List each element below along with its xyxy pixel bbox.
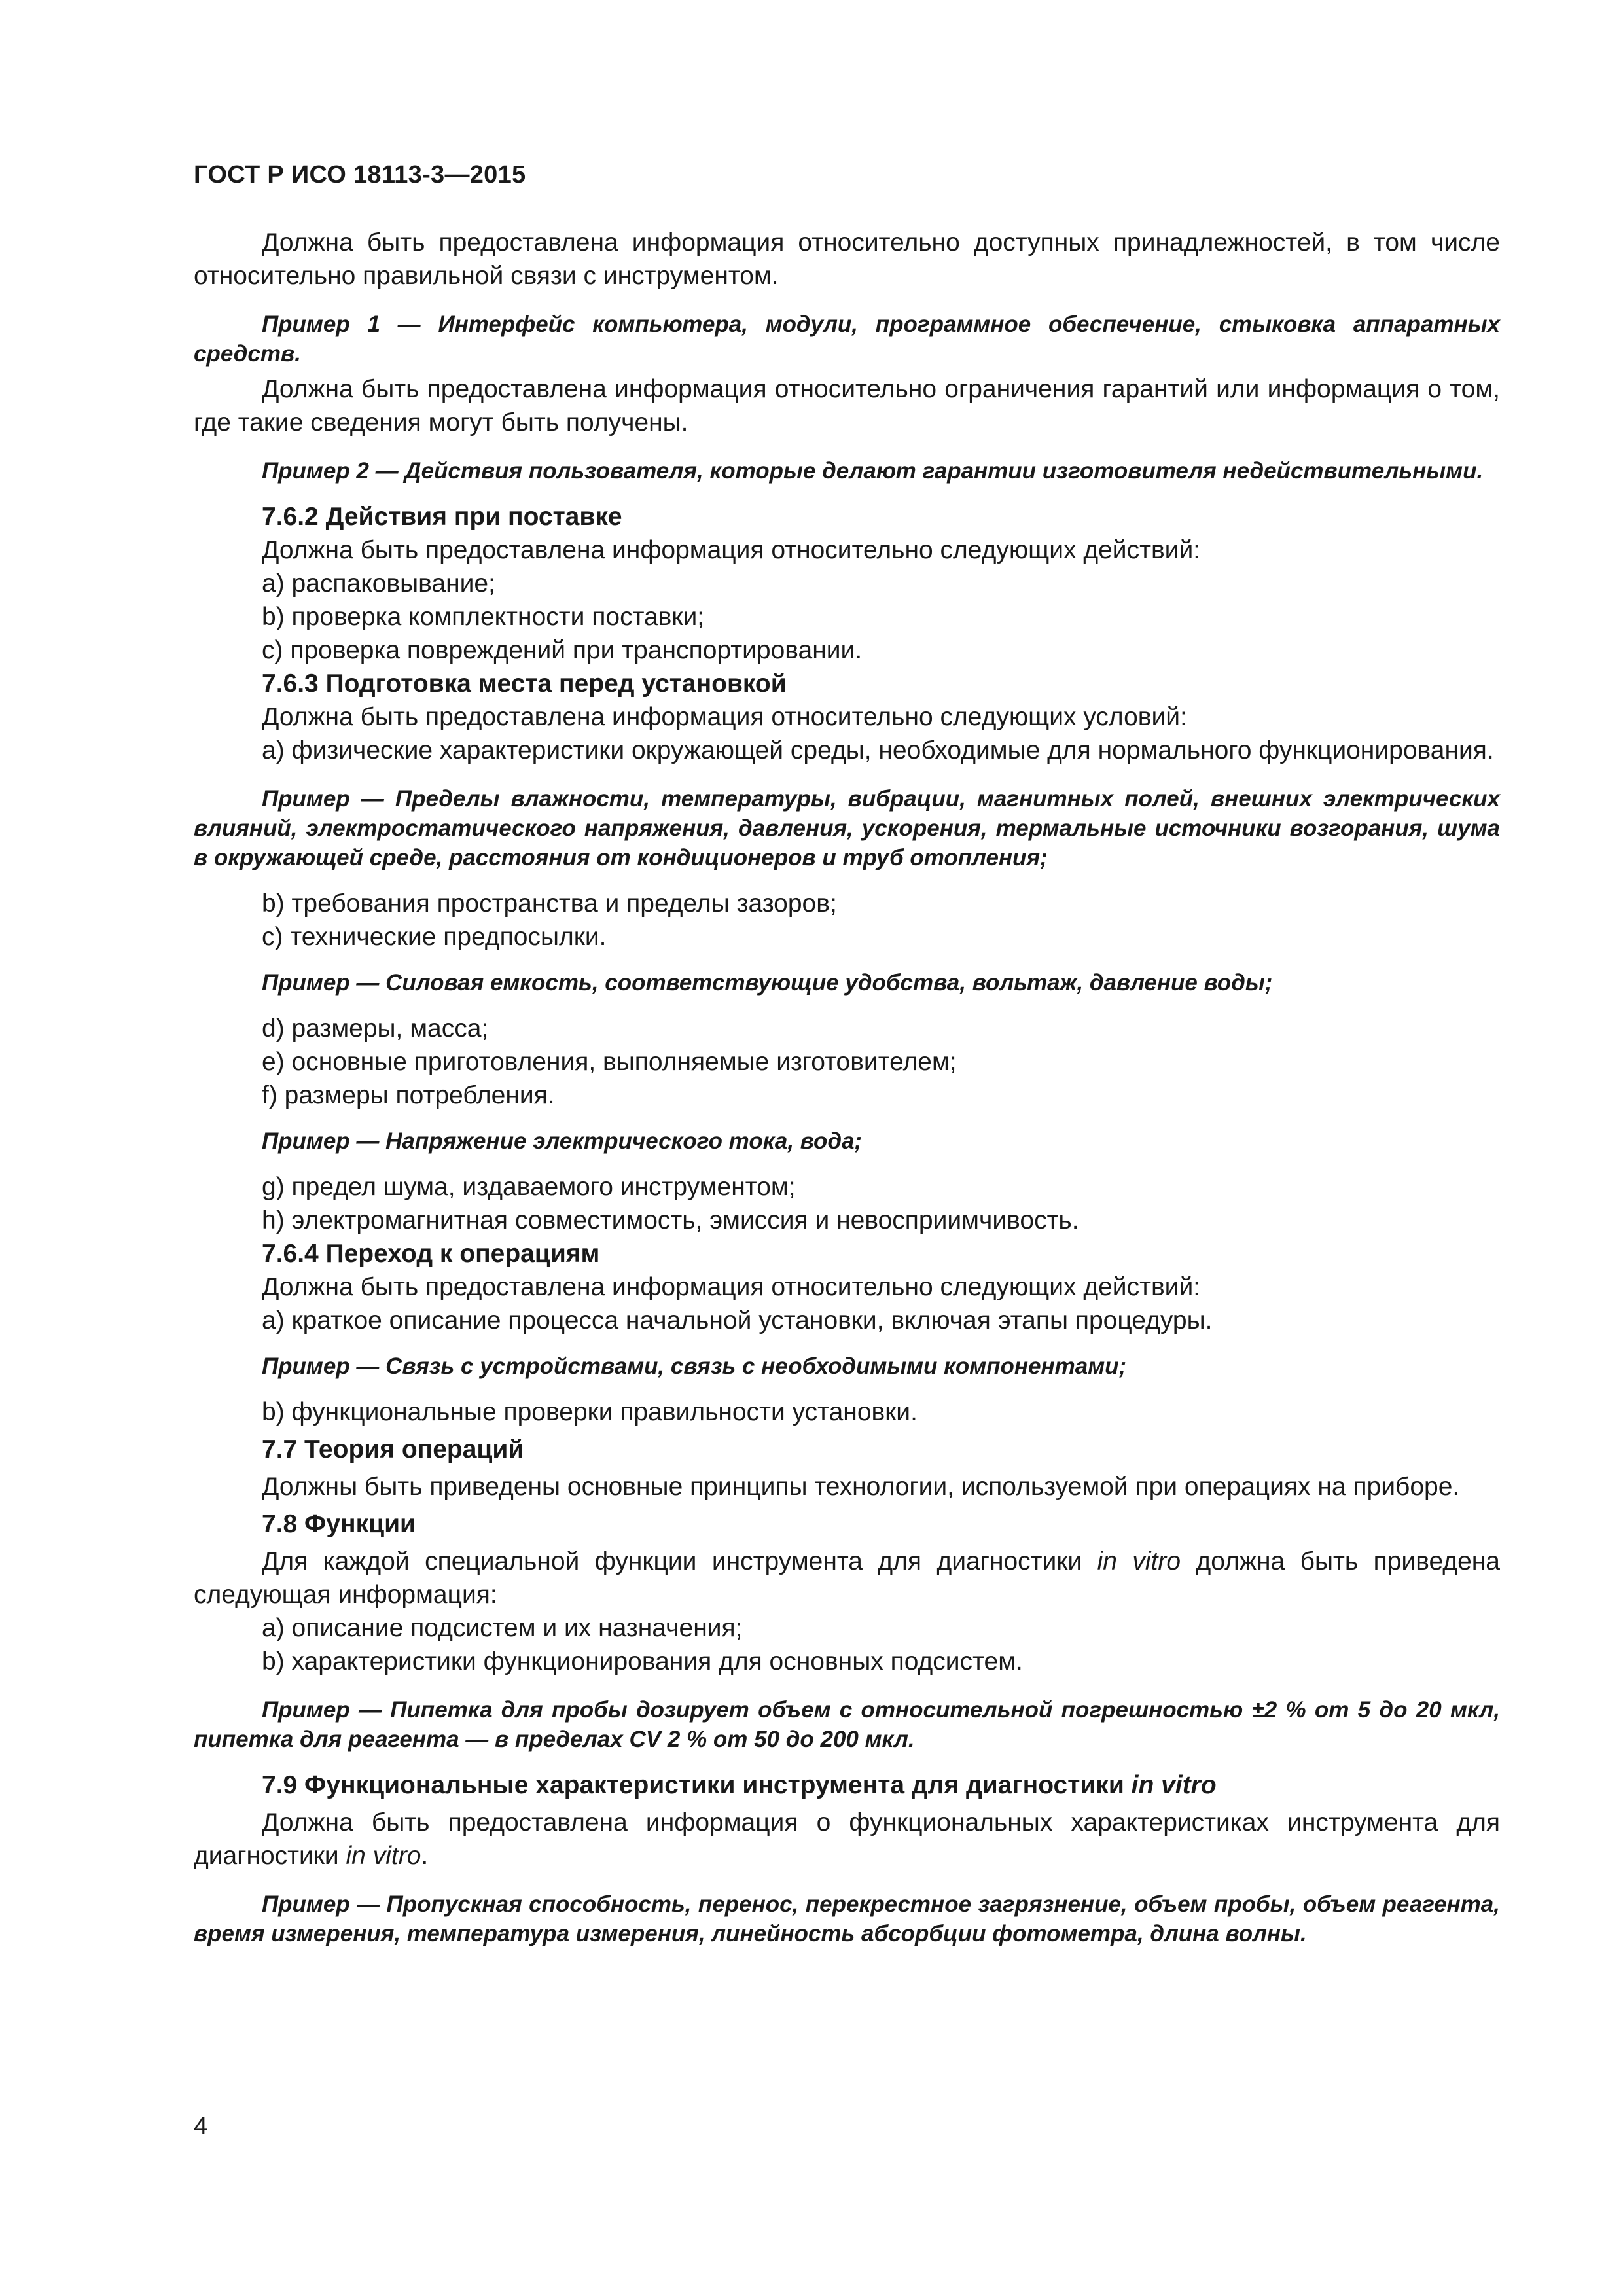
text-run: Для каждой специальной функции инструмента для диагностики (262, 1547, 1097, 1575)
page-number: 4 (194, 2113, 208, 2140)
list-item: c) технические предпосылки. (262, 923, 607, 951)
list-item: b) требования пространства и пределы зазоров; (262, 889, 837, 918)
in-vitro-term: in vitro (1131, 1771, 1217, 1799)
list-item: a) физические характеристики окружающей среды, необходимые для нормального функционирования. (262, 736, 1494, 764)
text-run: должна быть приведена следующая информация: (194, 1547, 1500, 1609)
text-run: . (421, 1842, 429, 1870)
example-note: Пример — Силовая емкость, соответствующие удобства, вольтаж, давление воды; (262, 970, 1273, 996)
list-item: f) размеры потребления. (262, 1081, 555, 1109)
list-item: g) предел шума, издаваемого инструментом; (262, 1173, 796, 1201)
list-item: d) размеры, масса; (262, 1014, 489, 1043)
document-body (194, 226, 1500, 1948)
paragraph: Должна быть предоставлена информация относительно доступных принадлежностей, в том числе относительно правильной связи с инструментом. (194, 228, 1500, 290)
example-note: Пример — Пропускная способность, перенос, перекрестное загрязнение, объем пробы, объем реагента, время измерения, температура измерения, линейность абсорбции фотометра, длина волны. (194, 1892, 1500, 1946)
list-item: b) функциональные проверки правильности установки. (262, 1398, 918, 1426)
in-vitro-term: in vitro (346, 1842, 421, 1870)
paragraph (194, 1806, 1500, 1873)
paragraph: Должна быть предоставлена информация относительно следующих действий: (262, 1273, 1201, 1301)
paragraph: Должны быть приведены основные принципы технологии, используемой при операциях на приборе. (262, 1473, 1460, 1501)
list-item: a) распаковывание; (262, 569, 495, 598)
section-heading-7-6-2: 7.6.2 Действия при поставке (262, 503, 622, 531)
paragraph: Должна быть предоставлена информация относительно следующих действий: (262, 536, 1201, 564)
text-run: Должна быть предоставлена информация о функциональных характеристиках инструмента для диагностики (194, 1808, 1500, 1870)
list-item: c) проверка повреждений при транспортировании. (262, 636, 863, 664)
example-note: Пример — Напряжение электрического тока, вода; (262, 1128, 863, 1154)
section-heading-7-8: 7.8 Функции (262, 1510, 416, 1538)
document-header: ГОСТ Р ИСО 18113-3—2015 (194, 161, 526, 188)
list-item: e) основные приготовления, выполняемые изготовителем; (262, 1048, 957, 1076)
example-note: Пример — Связь с устройствами, связь с необходимыми компонентами; (262, 1354, 1127, 1379)
example-note: Пример 1 — Интерфейс компьютера, модули, программное обеспечение, стыковка аппаратных средств. (194, 312, 1500, 367)
list-item: a) описание подсистем и их назначения; (262, 1614, 743, 1642)
paragraph (194, 1545, 1500, 1611)
text-run: 7.9 Функциональные характеристики инструмента для диагностики (262, 1771, 1132, 1799)
list-item: a) краткое описание процесса начальной установки, включая этапы процедуры. (262, 1306, 1213, 1335)
list-item: b) проверка комплектности поставки; (262, 603, 705, 631)
example-note: Пример — Пипетка для пробы дозирует объем с относительной погрешностью ±2 % от 5 до 20 мкл, пипетка для реагента — в пределах CV 2 % от 50 до 200 мкл. (194, 1697, 1500, 1752)
section-heading-7-9 (194, 1768, 1500, 1802)
paragraph: Должна быть предоставлена информация относительно следующих условий: (262, 703, 1187, 731)
section-heading-7-6-3: 7.6.3 Подготовка места перед установкой (262, 670, 787, 698)
in-vitro-term: in vitro (1097, 1547, 1181, 1575)
section-heading-7-6-4: 7.6.4 Переход к операциям (262, 1240, 600, 1268)
paragraph: Должна быть предоставлена информация относительно ограничения гарантий или информация о том, где такие сведения могут быть получены. (194, 375, 1500, 437)
example-note: Пример — Пределы влажности, температуры, вибрации, магнитных полей, внешних электрических влияний, электростатического напряжения, давления, ускорения, термальные источники возгорания, шума в окружающей среде, расстояния от кондиционеров и труб отопления; (194, 786, 1500, 870)
example-note: Пример 2 — Действия пользователя, которые делают гарантии изготовителя недействительными. (262, 458, 1484, 484)
list-item: b) характеристики функционирования для основных подсистем. (262, 1647, 1023, 1676)
section-heading-7-7: 7.7 Теория операций (262, 1435, 524, 1463)
list-item: h) электромагнитная совместимость, эмиссия и невосприимчивость. (262, 1206, 1079, 1234)
